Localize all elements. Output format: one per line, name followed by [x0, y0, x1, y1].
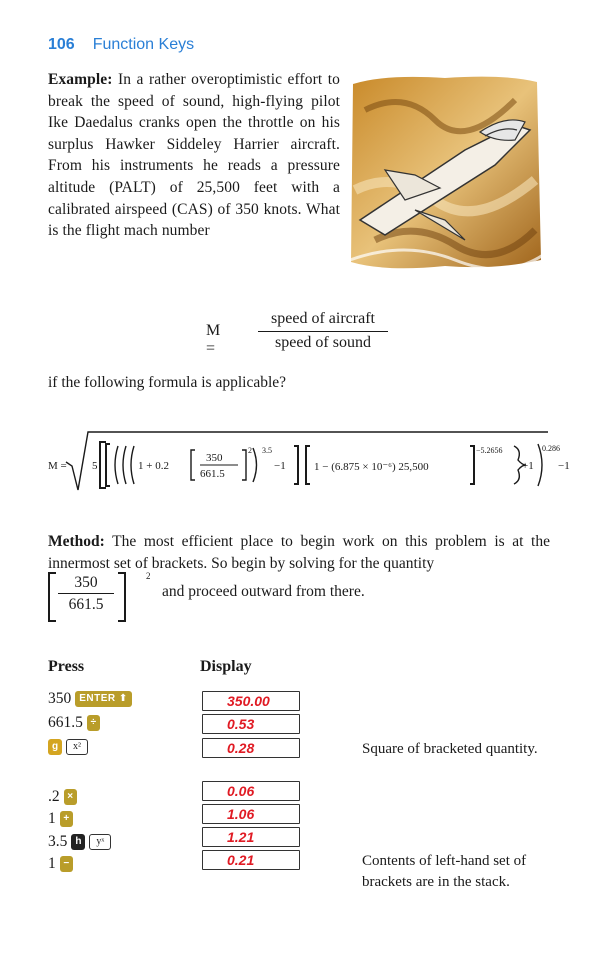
page-header — [48, 36, 194, 54]
enter-key[interactable]: ENTER ⬆ — [75, 691, 132, 707]
press-row-1 — [48, 688, 132, 710]
formula-one-minus: 1 − (6.875 × 10⁻⁶) 25,500 — [314, 461, 429, 473]
example-text: In a rather overoptimistic effort to break the speed of sound, high-flying pilot Ike Daedalus cranks open the throttle on his surplus Hawker Siddeley Harrier aircraft. From his instruments he reads a pressure altitude (PALT) of 25,500 feet with a calibrated airspeed (CAS) of 350 knots. What is the flight mach number — [48, 71, 340, 240]
g-prefix-key[interactable]: g — [48, 739, 62, 755]
press-column-header: Press — [48, 658, 85, 675]
divide-key[interactable]: ÷ — [87, 715, 100, 731]
press-value: 3.5 — [48, 833, 68, 850]
display-readout: 0.28 — [202, 738, 300, 758]
formula-one-plus: 1 + 0.2 — [138, 460, 169, 472]
mach-denominator: speed of sound — [275, 334, 371, 351]
minus-key[interactable]: − — [60, 856, 73, 872]
press-value: 661.5 — [48, 714, 83, 731]
press-value: 1 — [48, 810, 56, 827]
page-number: 106 — [48, 36, 75, 53]
press-row-6 — [48, 831, 111, 853]
mach-fraction — [258, 308, 388, 354]
press-row-3 — [48, 736, 88, 758]
mach-formula — [48, 420, 570, 500]
mach-numerator: speed of aircraft — [258, 308, 388, 332]
method-paragraph — [48, 531, 550, 574]
quantity-exponent: 2 — [146, 571, 151, 581]
press-row-2 — [48, 712, 100, 734]
quantity-fraction — [58, 573, 114, 616]
formula-minus1a: −1 — [274, 460, 286, 472]
display-readout: 0.53 — [202, 714, 300, 734]
multiply-key[interactable]: × — [64, 789, 77, 805]
formula-five: 5 — [92, 460, 98, 472]
quantity-bracket-right — [118, 572, 126, 622]
formula-exp-neg: −5.2656 — [476, 446, 503, 455]
note-square: Square of bracketed quantity. — [362, 741, 538, 757]
display-readout: 1.06 — [202, 804, 300, 824]
display-readout: 350.00 — [202, 691, 300, 711]
formula-plus1: +1 — [522, 460, 534, 472]
example-label: Example: — [48, 71, 113, 88]
press-value: 1 — [48, 855, 56, 872]
quantity-bracket-left — [48, 572, 56, 622]
press-value: .2 — [48, 788, 60, 805]
press-value: 350 — [48, 690, 72, 707]
quantity-denominator: 661.5 — [68, 596, 104, 613]
method-tail: and proceed outward from there. — [162, 583, 365, 600]
formula-brackets — [48, 420, 558, 500]
display-readout: 0.21 — [202, 850, 300, 870]
y-power-x-key[interactable]: yˣ — [89, 834, 111, 850]
note-contents: Contents of left-hand set of brackets are in the stack. — [362, 853, 527, 890]
section-title: Function Keys — [92, 36, 195, 53]
display-readout: 0.06 — [202, 781, 300, 801]
example-paragraph — [48, 69, 340, 242]
formula-intro: if the following formula is applicable? — [48, 374, 287, 391]
formula-exp-2: 2 — [248, 446, 252, 455]
display-column-header: Display — [200, 658, 252, 675]
press-row-7 — [48, 853, 73, 875]
x-squared-key[interactable]: x² — [66, 739, 88, 755]
formula-den: 661.5 — [200, 468, 225, 480]
method-text: The most efficient place to begin work on this problem is at the innermost set of brackets. So begin by solving for the quantity — [48, 533, 550, 572]
formula-num: 350 — [206, 452, 223, 464]
mach-lhs: M = — [206, 322, 221, 357]
jet-illustration — [345, 70, 545, 276]
formula-m: M = — [48, 460, 67, 472]
press-row-5 — [48, 808, 73, 830]
quantity-numerator: 350 — [58, 573, 114, 594]
formula-exp-0286: 0.286 — [542, 444, 560, 453]
method-label: Method: — [48, 533, 105, 550]
formula-minus1b: −1 — [558, 460, 570, 472]
press-row-4 — [48, 786, 77, 808]
plus-key[interactable]: + — [60, 811, 73, 827]
display-readout: 1.21 — [202, 827, 300, 847]
formula-exp-35: 3.5 — [262, 446, 272, 455]
h-prefix-key[interactable]: h — [71, 834, 85, 850]
